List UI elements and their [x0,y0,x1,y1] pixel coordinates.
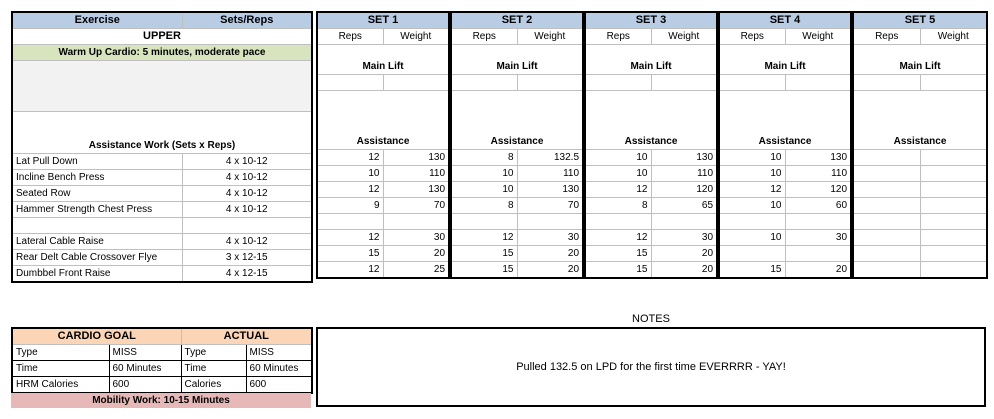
set-reps-cell[interactable]: 8 [585,198,651,214]
set-weight-cell[interactable] [920,198,987,214]
set-reps-cell[interactable] [853,150,920,166]
exercise-row [12,266,312,283]
set-reps-cell[interactable] [853,230,920,246]
cardio-actual-label: Type [181,345,246,361]
set-weight-cell[interactable]: 110 [517,166,583,182]
set-weight-cell[interactable]: 20 [383,246,449,262]
exercise-name[interactable]: Dumbbel Front Raise [12,266,182,283]
exercise-name[interactable]: Rear Delt Cable Crossover Flye [12,250,182,266]
set-title: SET 2 [451,12,583,29]
exercise-row [12,154,312,170]
cardio-goal-value[interactable]: 60 Minutes [109,361,181,377]
set-table-3 [584,11,718,279]
set-weight-cell[interactable]: 120 [651,182,717,198]
main-lift-weight[interactable] [785,75,851,91]
set-weight-cell[interactable] [383,214,449,230]
set-weight-cell[interactable] [920,246,987,262]
set-weight-cell[interactable]: 130 [651,150,717,166]
assistance-label: Assistance [853,91,987,150]
assistance-label: Assistance [451,91,583,150]
set-table-4 [718,11,852,279]
cardio-actual-label: Time [181,361,246,377]
set-weight-cell[interactable] [920,182,987,198]
set-weight-cell[interactable]: 20 [517,262,583,279]
set-weight-cell[interactable]: 30 [383,230,449,246]
cardio-goal-label: HRM Calories [12,377,109,394]
cardio-goal-label: Time [12,361,109,377]
assistance-header: Assistance Work (Sets x Reps) [12,112,312,154]
header-sets-reps: Sets/Reps [182,12,312,29]
exercise-row [12,234,312,250]
weight-label: Weight [517,29,583,45]
set-weight-cell[interactable] [785,214,851,230]
exercise-sets-reps[interactable]: 3 x 12-15 [182,250,312,266]
set-reps-cell[interactable]: 10 [585,150,651,166]
set-table-1 [316,11,450,279]
main-lift-label: Main Lift [853,45,987,75]
set-reps-cell[interactable]: 10 [719,198,785,214]
set-weight-cell[interactable] [785,246,851,262]
set-weight-cell[interactable]: 20 [651,262,717,279]
set-weight-cell[interactable] [920,262,987,279]
exercise-name[interactable]: Hammer Strength Chest Press [12,202,182,218]
set-reps-cell[interactable]: 15 [719,262,785,279]
set-reps-cell[interactable]: 15 [451,262,517,279]
exercise-name[interactable]: Seated Row [12,186,182,202]
assistance-label: Assistance [585,91,717,150]
set-weight-cell[interactable] [920,214,987,230]
set-reps-cell[interactable]: 12 [317,150,383,166]
cardio-table [11,327,313,394]
cardio-actual-header: ACTUAL [181,328,312,345]
main-lift-reps[interactable] [853,75,920,91]
set-weight-cell[interactable]: 130 [383,182,449,198]
set-weight-cell[interactable]: 30 [785,230,851,246]
exercise-row [12,218,312,234]
main-lift-label: Main Lift [585,45,717,75]
exercise-sets-reps[interactable] [182,218,312,234]
assistance-label: Assistance [317,91,449,150]
notes-title: NOTES [632,313,670,325]
set-reps-cell[interactable]: 10 [317,166,383,182]
reps-label: Reps [451,29,517,45]
reps-label: Reps [719,29,785,45]
cardio-goal-value[interactable]: MISS [109,345,181,361]
warmup-banner: Warm Up Cardio: 5 minutes, moderate pace [12,45,312,61]
cardio-row [12,377,312,394]
set-reps-cell[interactable]: 8 [451,198,517,214]
set-reps-cell[interactable] [719,246,785,262]
reps-label: Reps [585,29,651,45]
set-reps-cell[interactable]: 12 [585,230,651,246]
cardio-actual-value[interactable]: 600 [246,377,312,394]
set-reps-cell[interactable]: 12 [317,230,383,246]
set-reps-cell[interactable] [853,166,920,182]
main-lift-reps[interactable] [317,75,383,91]
main-lift-weight[interactable] [651,75,717,91]
set-weight-cell[interactable]: 70 [383,198,449,214]
set-reps-cell[interactable]: 15 [451,246,517,262]
set-weight-cell[interactable]: 65 [651,198,717,214]
set-weight-cell[interactable]: 110 [651,166,717,182]
exercise-row [12,186,312,202]
set-title: SET 3 [585,12,717,29]
main-lift-weight[interactable] [920,75,987,91]
weight-label: Weight [383,29,449,45]
cardio-actual-value[interactable]: MISS [246,345,312,361]
set-weight-cell[interactable] [920,230,987,246]
cardio-row [12,361,312,377]
cardio-row [12,345,312,361]
set-reps-cell[interactable] [585,214,651,230]
set-reps-cell[interactable]: 10 [585,166,651,182]
cardio-actual-label: Calories [181,377,246,394]
set-weight-cell[interactable]: 20 [517,246,583,262]
set-reps-cell[interactable]: 15 [317,246,383,262]
set-weight-cell[interactable]: 70 [517,198,583,214]
cardio-goal-value[interactable]: 600 [109,377,181,394]
set-weight-cell[interactable]: 130 [517,182,583,198]
set-weight-cell[interactable]: 25 [383,262,449,279]
exercise-sets-reps[interactable]: 4 x 10-12 [182,202,312,218]
set-reps-cell[interactable]: 12 [451,230,517,246]
set-reps-cell[interactable]: 10 [451,166,517,182]
exercise-sets-reps[interactable]: 4 x 10-12 [182,234,312,250]
exercise-name[interactable]: Incline Bench Press [12,170,182,186]
weight-label: Weight [920,29,987,45]
exercise-row [12,170,312,186]
cardio-actual-value[interactable]: 60 Minutes [246,361,312,377]
exercise-name[interactable] [12,218,182,234]
set-reps-cell[interactable] [451,214,517,230]
exercise-row [12,202,312,218]
set-weight-cell[interactable] [920,150,987,166]
set-weight-cell[interactable]: 110 [383,166,449,182]
reps-label: Reps [853,29,920,45]
set-weight-cell[interactable] [920,166,987,182]
set-reps-cell[interactable]: 10 [451,182,517,198]
set-reps-cell[interactable]: 12 [585,182,651,198]
main-lift-label: Main Lift [317,45,449,75]
set-reps-cell[interactable]: 15 [585,262,651,279]
mobility-banner: Mobility Work: 10-15 Minutes [11,393,311,408]
set-reps-cell[interactable] [853,182,920,198]
set-reps-cell[interactable] [317,214,383,230]
set-reps-cell[interactable]: 15 [585,246,651,262]
exercise-table [11,11,313,283]
reps-label: Reps [317,29,383,45]
main-lift-cell[interactable] [12,61,312,112]
set-weight-cell[interactable]: 130 [383,150,449,166]
set-reps-cell[interactable] [853,214,920,230]
set-reps-cell[interactable]: 10 [719,230,785,246]
exercise-sets-reps[interactable]: 4 x 10-12 [182,186,312,202]
notes-box[interactable] [316,327,986,407]
set-weight-cell[interactable] [651,214,717,230]
exercise-sets-reps[interactable]: 4 x 10-12 [182,170,312,186]
set-reps-cell[interactable] [719,214,785,230]
set-reps-cell[interactable]: 8 [451,150,517,166]
set-title: SET 1 [317,12,449,29]
set-reps-cell[interactable]: 12 [719,182,785,198]
main-lift-label: Main Lift [719,45,851,75]
weight-label: Weight [785,29,851,45]
set-reps-cell[interactable]: 12 [317,262,383,279]
exercise-sets-reps[interactable]: 4 x 12-15 [182,266,312,283]
exercise-name[interactable]: Lateral Cable Raise [12,234,182,250]
set-reps-cell[interactable] [853,198,920,214]
set-reps-cell[interactable]: 10 [719,150,785,166]
set-reps-cell[interactable] [853,246,920,262]
main-lift-reps[interactable] [585,75,651,91]
header-exercise: Exercise [12,12,182,29]
set-reps-cell[interactable]: 10 [719,166,785,182]
set-weight-cell[interactable]: 110 [785,166,851,182]
main-lift-reps[interactable] [719,75,785,91]
weight-label: Weight [651,29,717,45]
exercise-row [12,250,312,266]
set-weight-cell[interactable] [517,214,583,230]
set-weight-cell[interactable]: 132.5 [517,150,583,166]
set-title: SET 4 [719,12,851,29]
set-title: SET 5 [853,12,987,29]
set-table-5 [852,11,988,279]
assistance-label: Assistance [719,91,851,150]
set-weight-cell[interactable]: 130 [785,150,851,166]
set-reps-cell[interactable]: 9 [317,198,383,214]
cardio-goal-label: Type [12,345,109,361]
section-title: UPPER [12,29,312,45]
main-lift-label: Main Lift [451,45,583,75]
set-weight-cell[interactable]: 30 [517,230,583,246]
main-lift-weight[interactable] [383,75,449,91]
set-weight-cell[interactable]: 60 [785,198,851,214]
set-weight-cell[interactable]: 120 [785,182,851,198]
set-weight-cell[interactable]: 30 [651,230,717,246]
set-weight-cell[interactable]: 20 [651,246,717,262]
cardio-goal-header: CARDIO GOAL [12,328,181,345]
exercise-sets-reps[interactable]: 4 x 10-12 [182,154,312,170]
exercise-name[interactable]: Lat Pull Down [12,154,182,170]
notes-text: Pulled 132.5 on LPD for the first time EVERRRR - YAY! [516,361,786,373]
set-reps-cell[interactable]: 12 [317,182,383,198]
main-lift-reps[interactable] [451,75,517,91]
set-table-2 [450,11,584,279]
main-lift-weight[interactable] [517,75,583,91]
set-reps-cell[interactable] [853,262,920,279]
set-weight-cell[interactable]: 20 [785,262,851,279]
